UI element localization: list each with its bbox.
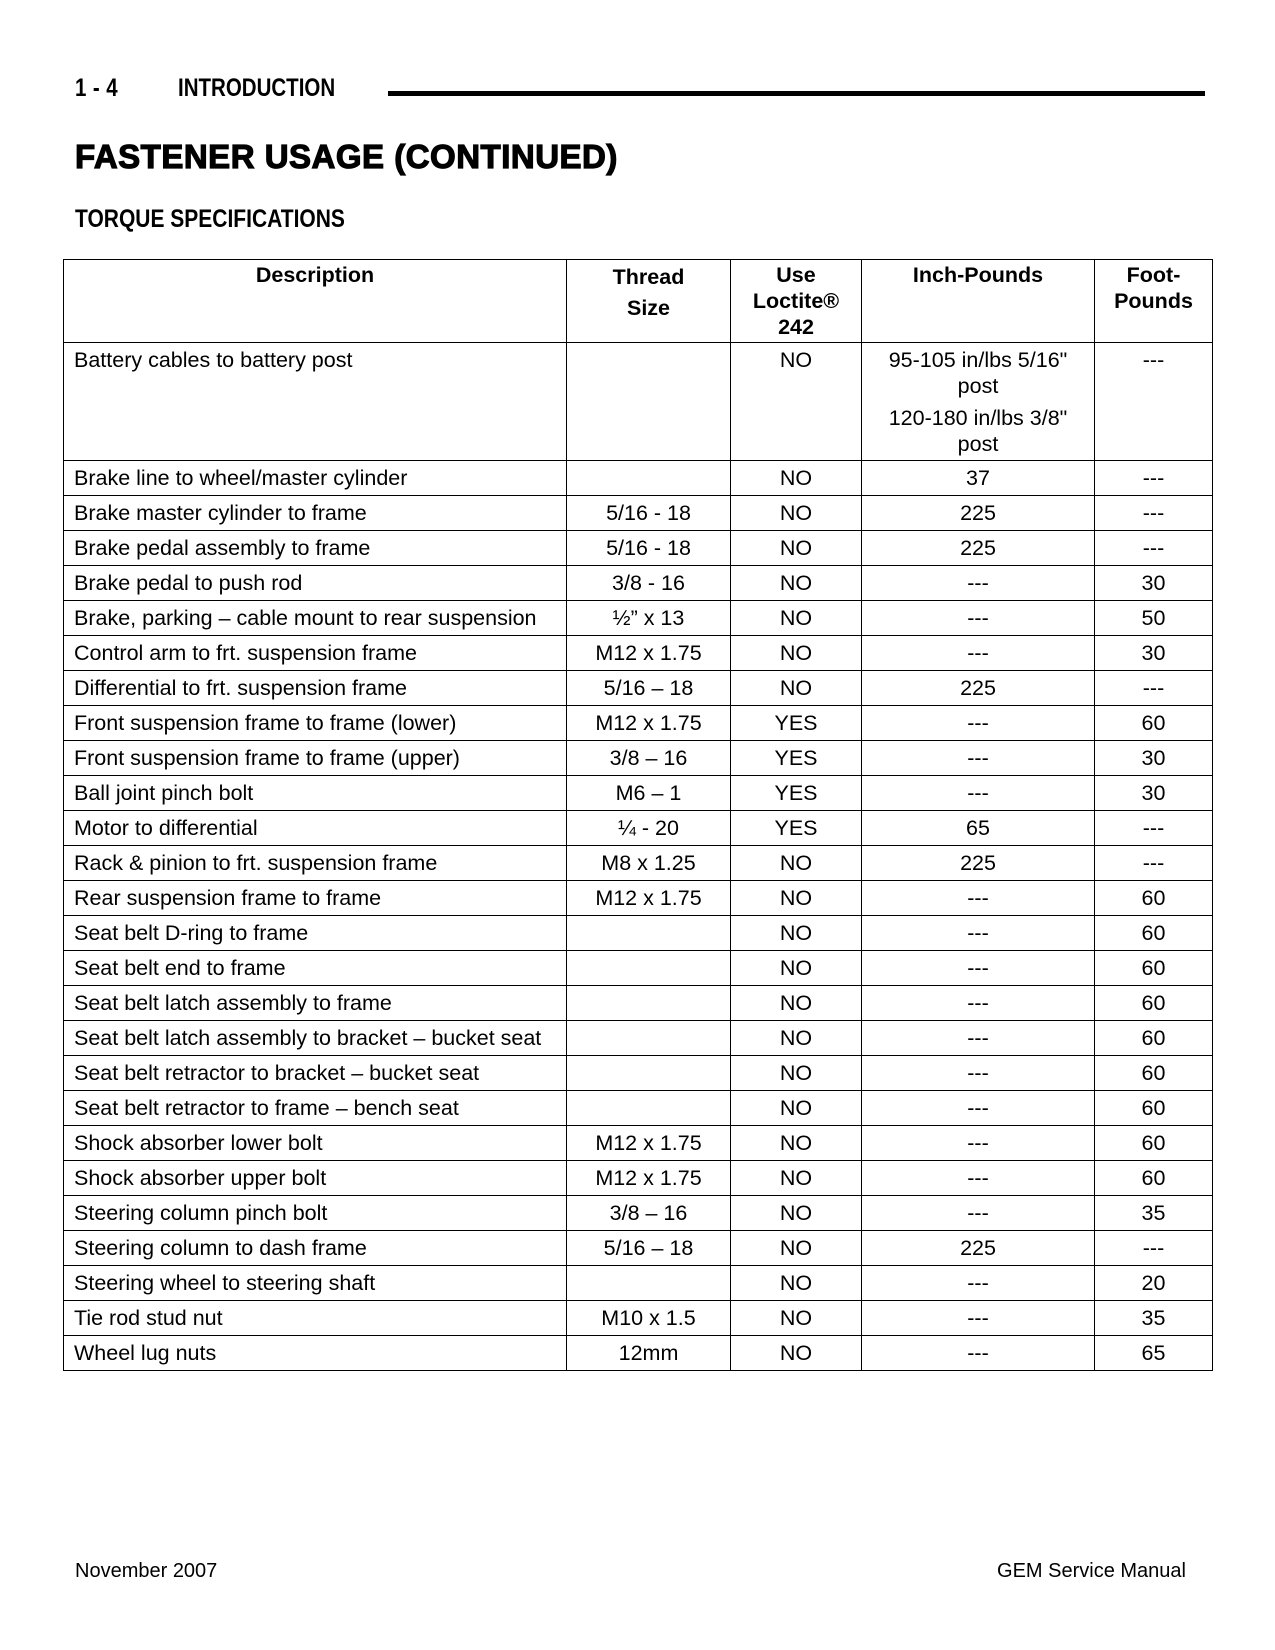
cell-use-loctite: NO	[731, 636, 862, 671]
column-header-description: Description	[64, 260, 567, 343]
table-row	[64, 1301, 1213, 1336]
cell-foot-pounds: ---	[1095, 1231, 1213, 1266]
table-row	[64, 776, 1213, 811]
cell-inch-pounds: 95-105 in/lbs 5/16" post 120-180 in/lbs 3/8" post	[862, 343, 1095, 461]
cell-foot-pounds: ---	[1095, 671, 1213, 706]
cell-foot-pounds: 30	[1095, 566, 1213, 601]
torque-specifications-table	[63, 259, 1213, 1371]
cell-use-loctite: NO	[731, 496, 862, 531]
cell-foot-pounds: ---	[1095, 531, 1213, 566]
cell-description: Ball joint pinch bolt	[64, 776, 567, 811]
cell-thread-size	[567, 343, 731, 461]
cell-inch-pounds: ---	[862, 951, 1095, 986]
cell-inch-pounds: ---	[862, 1196, 1095, 1231]
table-row	[64, 671, 1213, 706]
cell-thread-size: 3/8 – 16	[567, 741, 731, 776]
cell-foot-pounds: ---	[1095, 846, 1213, 881]
table-row	[64, 461, 1213, 496]
cell-inch-pounds: ---	[862, 741, 1095, 776]
cell-use-loctite: NO	[731, 1126, 862, 1161]
cell-inch-pounds: ---	[862, 986, 1095, 1021]
cell-description: Seat belt retractor to bracket – bucket seat	[64, 1056, 567, 1091]
cell-inch-pounds: ---	[862, 1056, 1095, 1091]
cell-foot-pounds: ---	[1095, 811, 1213, 846]
table-row	[64, 1231, 1213, 1266]
cell-use-loctite: NO	[731, 343, 862, 461]
section-subtitle: TORQUE SPECIFICATIONS	[75, 205, 345, 233]
cell-description: Seat belt retractor to frame – bench seat	[64, 1091, 567, 1126]
column-header-thread-size: Thread Size	[567, 260, 731, 343]
cell-description: Brake, parking – cable mount to rear suspension	[64, 601, 567, 636]
header-rule	[388, 91, 1205, 96]
cell-description: Brake master cylinder to frame	[64, 496, 567, 531]
cell-thread-size: M8 x 1.25	[567, 846, 731, 881]
cell-foot-pounds: 35	[1095, 1301, 1213, 1336]
table-row	[64, 496, 1213, 531]
cell-use-loctite: NO	[731, 846, 862, 881]
cell-description: Rear suspension frame to frame	[64, 881, 567, 916]
table-row	[64, 811, 1213, 846]
cell-inch-pounds: ---	[862, 706, 1095, 741]
table-row	[64, 601, 1213, 636]
cell-thread-size	[567, 1056, 731, 1091]
cell-description: Rack & pinion to frt. suspension frame	[64, 846, 567, 881]
cell-use-loctite: NO	[731, 1196, 862, 1231]
cell-foot-pounds: 60	[1095, 951, 1213, 986]
cell-use-loctite: NO	[731, 1161, 862, 1196]
cell-thread-size	[567, 1091, 731, 1126]
cell-use-loctite: YES	[731, 776, 862, 811]
cell-use-loctite: NO	[731, 531, 862, 566]
table-row	[64, 343, 1213, 461]
cell-use-loctite: NO	[731, 601, 862, 636]
cell-foot-pounds: 60	[1095, 881, 1213, 916]
table-row	[64, 1161, 1213, 1196]
cell-description: Front suspension frame to frame (upper)	[64, 741, 567, 776]
cell-use-loctite: NO	[731, 671, 862, 706]
cell-inch-pounds: ---	[862, 601, 1095, 636]
cell-inch-pounds: ---	[862, 1336, 1095, 1371]
cell-thread-size	[567, 951, 731, 986]
cell-inch-pounds: ---	[862, 1091, 1095, 1126]
cell-foot-pounds: 60	[1095, 916, 1213, 951]
cell-description: Steering column pinch bolt	[64, 1196, 567, 1231]
cell-thread-size	[567, 986, 731, 1021]
cell-thread-size	[567, 461, 731, 496]
page-number: 1 - 4	[75, 74, 119, 102]
cell-description: Seat belt D-ring to frame	[64, 916, 567, 951]
cell-foot-pounds: 20	[1095, 1266, 1213, 1301]
table-row	[64, 1196, 1213, 1231]
cell-foot-pounds: 60	[1095, 1021, 1213, 1056]
table-row	[64, 916, 1213, 951]
cell-description: Shock absorber upper bolt	[64, 1161, 567, 1196]
table-row	[64, 951, 1213, 986]
cell-description: Differential to frt. suspension frame	[64, 671, 567, 706]
cell-use-loctite: NO	[731, 566, 862, 601]
cell-thread-size	[567, 916, 731, 951]
cell-thread-size: 5/16 - 18	[567, 496, 731, 531]
cell-inch-pounds: ---	[862, 881, 1095, 916]
cell-foot-pounds: 35	[1095, 1196, 1213, 1231]
cell-description: Control arm to frt. suspension frame	[64, 636, 567, 671]
cell-use-loctite: NO	[731, 1231, 862, 1266]
table-row	[64, 1091, 1213, 1126]
page-header	[75, 74, 1205, 114]
cell-foot-pounds: 30	[1095, 636, 1213, 671]
cell-foot-pounds: 60	[1095, 986, 1213, 1021]
cell-thread-size: M12 x 1.75	[567, 1161, 731, 1196]
table-row	[64, 636, 1213, 671]
cell-inch-pounds: 37	[862, 461, 1095, 496]
table-row	[64, 846, 1213, 881]
table-row	[64, 1021, 1213, 1056]
cell-use-loctite: NO	[731, 951, 862, 986]
cell-description: Steering column to dash frame	[64, 1231, 567, 1266]
cell-description: Brake pedal to push rod	[64, 566, 567, 601]
cell-thread-size	[567, 1021, 731, 1056]
cell-foot-pounds: 60	[1095, 1091, 1213, 1126]
cell-description: Shock absorber lower bolt	[64, 1126, 567, 1161]
column-header-use-loctite: Use Loctite® 242	[731, 260, 862, 343]
cell-foot-pounds: 30	[1095, 741, 1213, 776]
table-row	[64, 881, 1213, 916]
cell-description: Seat belt latch assembly to bracket – bucket seat	[64, 1021, 567, 1056]
cell-use-loctite: NO	[731, 986, 862, 1021]
cell-description: Front suspension frame to frame (lower)	[64, 706, 567, 741]
cell-inch-pounds: ---	[862, 1266, 1095, 1301]
cell-foot-pounds: ---	[1095, 461, 1213, 496]
cell-use-loctite: NO	[731, 1266, 862, 1301]
cell-inch-pounds: 225	[862, 496, 1095, 531]
cell-foot-pounds: 60	[1095, 706, 1213, 741]
cell-thread-size: 12mm	[567, 1336, 731, 1371]
cell-use-loctite: NO	[731, 461, 862, 496]
cell-description: Battery cables to battery post	[64, 343, 567, 461]
table-header-row	[64, 260, 1213, 343]
cell-foot-pounds: ---	[1095, 343, 1213, 461]
cell-description: Brake line to wheel/master cylinder	[64, 461, 567, 496]
cell-inch-pounds: 225	[862, 1231, 1095, 1266]
cell-thread-size: M10 x 1.5	[567, 1301, 731, 1336]
table-row	[64, 1126, 1213, 1161]
table-row	[64, 1056, 1213, 1091]
cell-use-loctite: NO	[731, 1056, 862, 1091]
cell-thread-size: M12 x 1.75	[567, 636, 731, 671]
cell-inch-pounds: ---	[862, 916, 1095, 951]
cell-inch-pounds: 225	[862, 846, 1095, 881]
table-row	[64, 1336, 1213, 1371]
cell-description: Seat belt latch assembly to frame	[64, 986, 567, 1021]
cell-use-loctite: NO	[731, 1021, 862, 1056]
cell-description: Wheel lug nuts	[64, 1336, 567, 1371]
cell-inch-pounds: ---	[862, 1301, 1095, 1336]
cell-foot-pounds: 30	[1095, 776, 1213, 811]
cell-thread-size: 5/16 – 18	[567, 1231, 731, 1266]
cell-use-loctite: NO	[731, 881, 862, 916]
cell-description: Motor to differential	[64, 811, 567, 846]
cell-use-loctite: YES	[731, 706, 862, 741]
cell-foot-pounds: 60	[1095, 1126, 1213, 1161]
cell-use-loctite: NO	[731, 916, 862, 951]
cell-inch-pounds: 225	[862, 531, 1095, 566]
cell-thread-size: 3/8 - 16	[567, 566, 731, 601]
cell-thread-size	[567, 1266, 731, 1301]
footer-date: November 2007	[75, 1560, 218, 1582]
table-row	[64, 706, 1213, 741]
cell-description: Tie rod stud nut	[64, 1301, 567, 1336]
cell-inch-pounds: ---	[862, 1126, 1095, 1161]
cell-inch-pounds: ---	[862, 776, 1095, 811]
cell-inch-pounds: ---	[862, 1021, 1095, 1056]
cell-foot-pounds: ---	[1095, 496, 1213, 531]
cell-description: Seat belt end to frame	[64, 951, 567, 986]
table-row	[64, 566, 1213, 601]
cell-inch-pounds: ---	[862, 636, 1095, 671]
section-name: INTRODUCTION	[178, 74, 336, 102]
cell-thread-size: 3/8 – 16	[567, 1196, 731, 1231]
cell-thread-size: M12 x 1.75	[567, 881, 731, 916]
cell-foot-pounds: 60	[1095, 1056, 1213, 1091]
cell-use-loctite: NO	[731, 1301, 862, 1336]
cell-description: Steering wheel to steering shaft	[64, 1266, 567, 1301]
table-row	[64, 986, 1213, 1021]
page-title: FASTENER USAGE (CONTINUED)	[75, 138, 618, 175]
column-header-foot-pounds: Foot- Pounds	[1095, 260, 1213, 343]
cell-description: Brake pedal assembly to frame	[64, 531, 567, 566]
footer-manual-title: GEM Service Manual	[997, 1560, 1186, 1582]
cell-inch-pounds: 225	[862, 671, 1095, 706]
cell-inch-pounds: 65	[862, 811, 1095, 846]
cell-foot-pounds: 50	[1095, 601, 1213, 636]
cell-thread-size: M12 x 1.75	[567, 706, 731, 741]
column-header-inch-pounds: Inch-Pounds	[862, 260, 1095, 343]
cell-thread-size: ¼ - 20	[567, 811, 731, 846]
table-row	[64, 741, 1213, 776]
cell-use-loctite: YES	[731, 811, 862, 846]
table-row	[64, 531, 1213, 566]
cell-thread-size: M12 x 1.75	[567, 1126, 731, 1161]
cell-inch-pounds: ---	[862, 566, 1095, 601]
cell-foot-pounds: 65	[1095, 1336, 1213, 1371]
cell-inch-pounds: ---	[862, 1161, 1095, 1196]
cell-thread-size: M6 – 1	[567, 776, 731, 811]
cell-thread-size: ½” x 13	[567, 601, 731, 636]
table-row	[64, 1266, 1213, 1301]
cell-foot-pounds: 60	[1095, 1161, 1213, 1196]
cell-thread-size: 5/16 – 18	[567, 671, 731, 706]
cell-use-loctite: NO	[731, 1336, 862, 1371]
cell-use-loctite: YES	[731, 741, 862, 776]
cell-use-loctite: NO	[731, 1091, 862, 1126]
cell-thread-size: 5/16 - 18	[567, 531, 731, 566]
